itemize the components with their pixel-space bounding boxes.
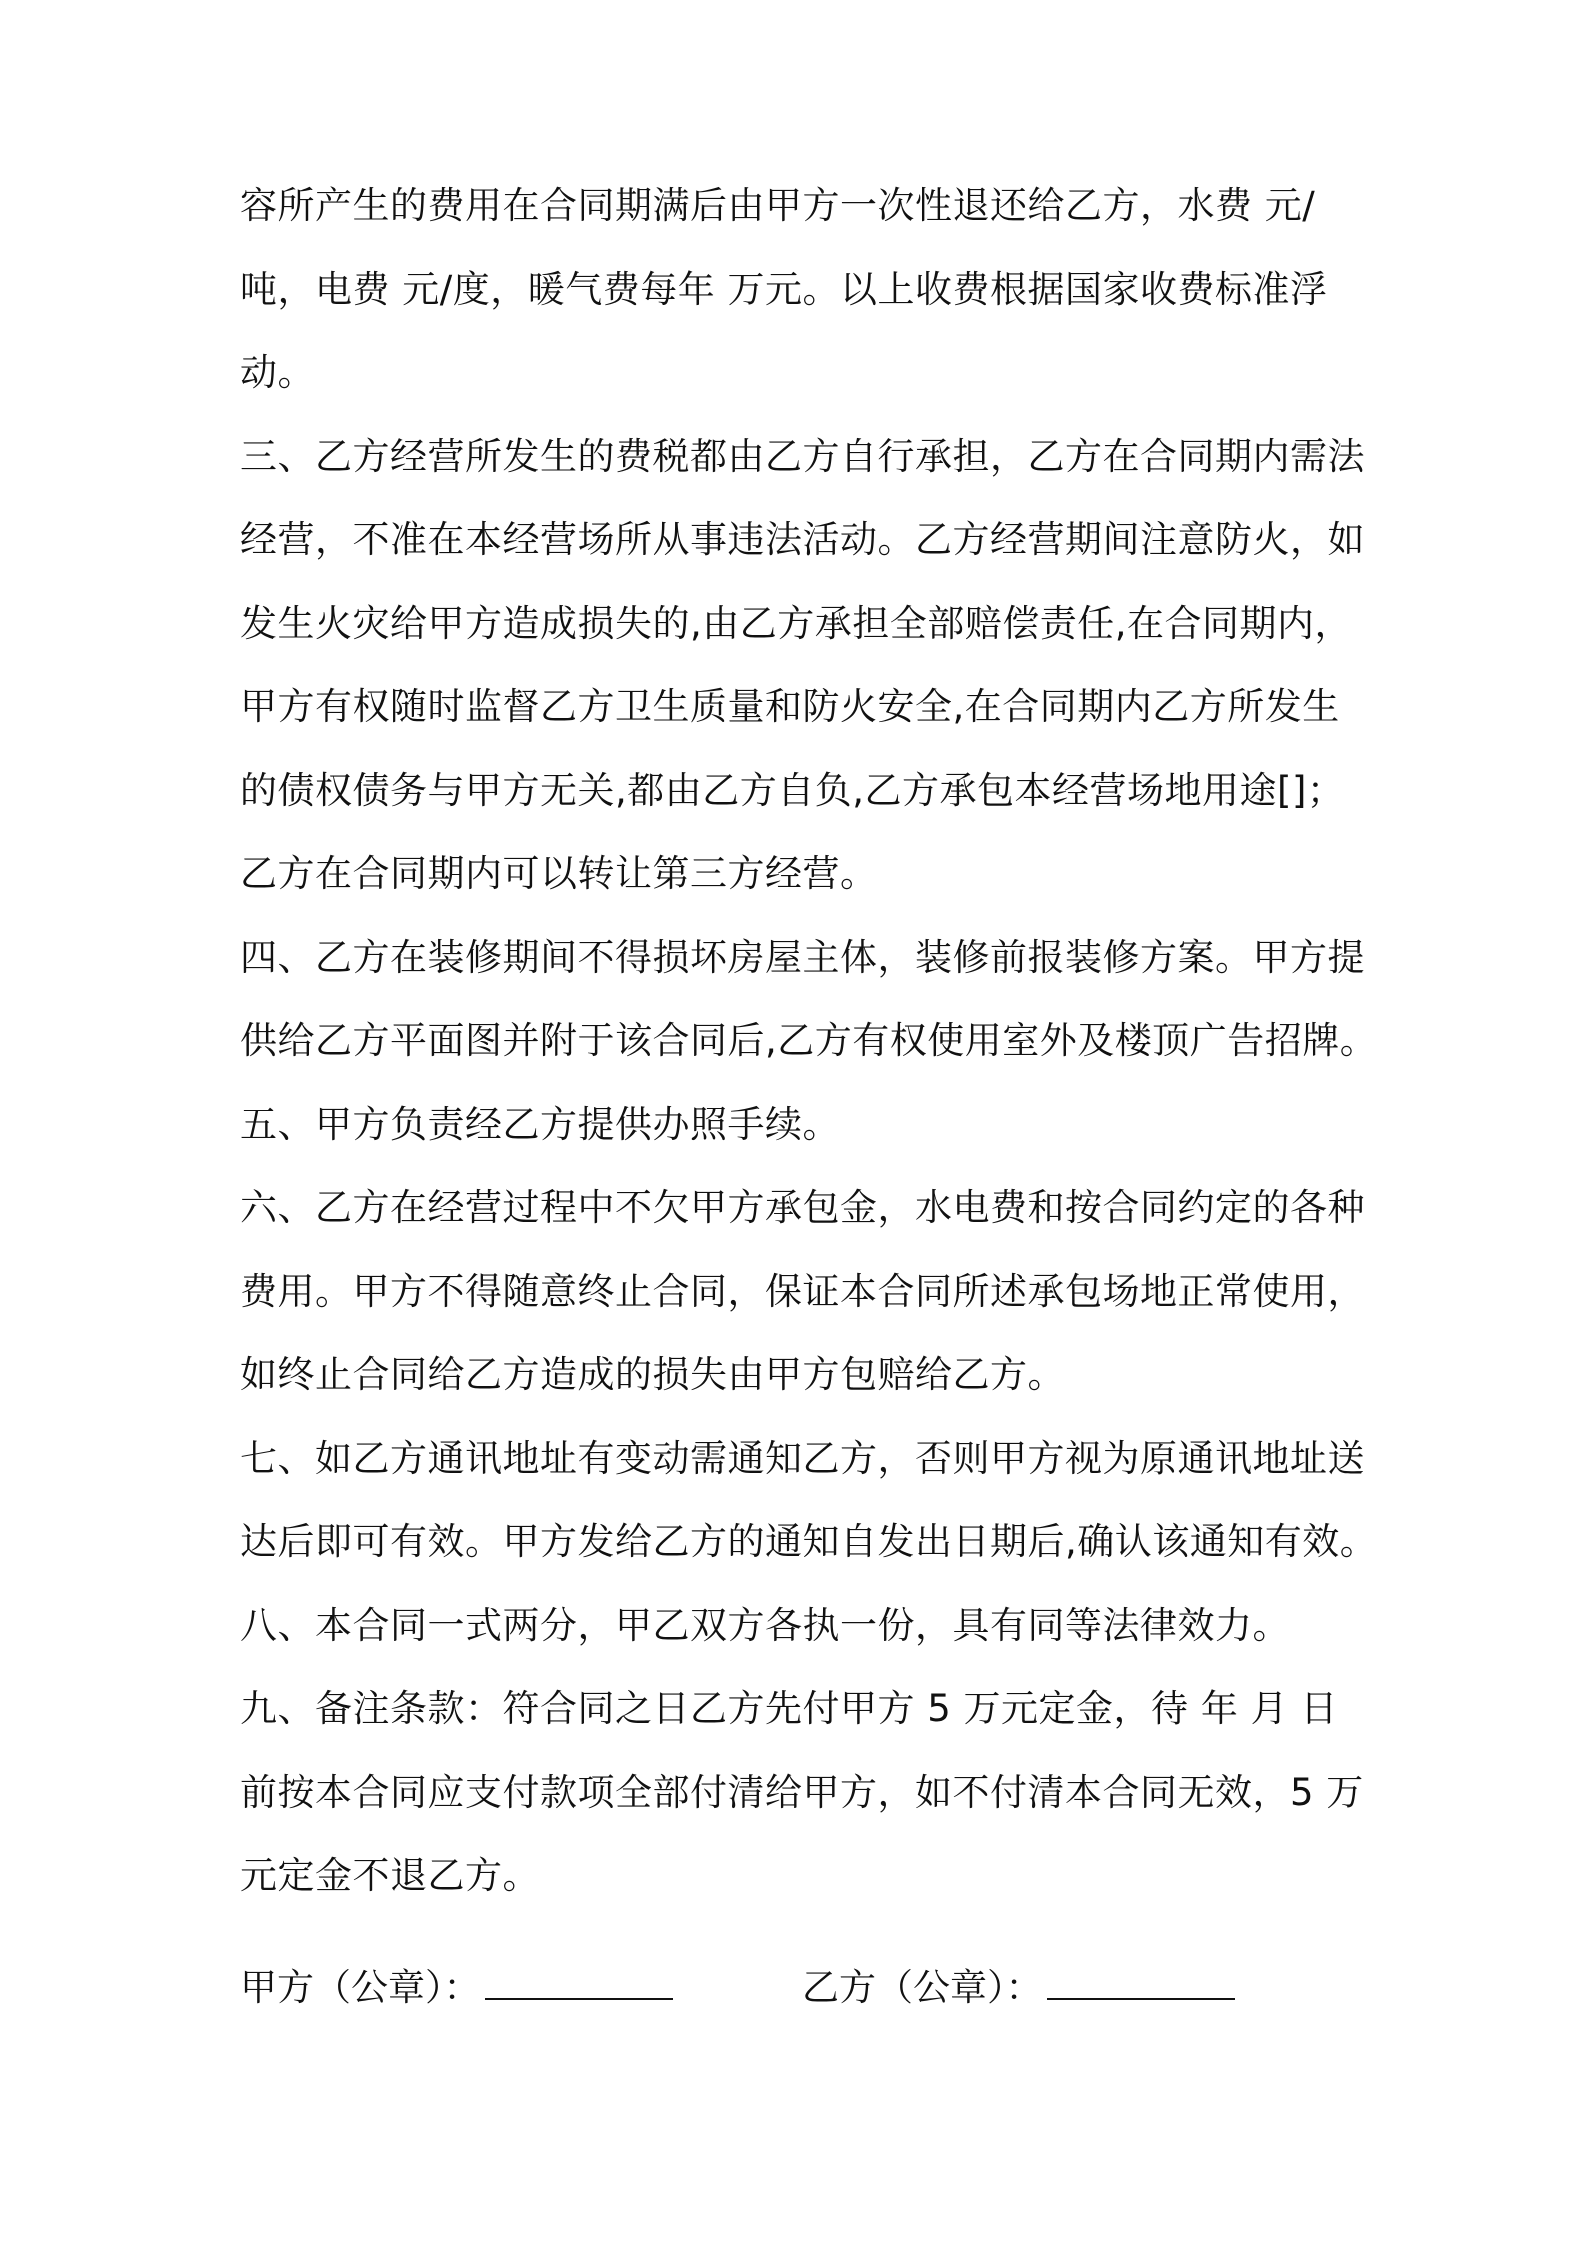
text-line: 动。: [240, 351, 315, 394]
text-line: 费用。甲方不得随意终止合同，保证本合同所述承包场地正常使用，: [240, 1269, 1365, 1313]
party-b-signature-line: [1047, 1968, 1235, 2000]
text-line: 容所产生的费用在合同期满后由甲方一次性退还给乙方，水费 元/: [240, 184, 1316, 227]
text-line: 前按本合同应支付款项全部付清给甲方，如不付清本合同无效，5 万: [240, 1770, 1364, 1814]
text-line: 乙方在合同期内可以转让第三方经营。: [240, 852, 878, 895]
text-line: 发生火灾给甲方造成损失的,由乙方承担全部赔偿责任,在合同期内，: [240, 601, 1353, 645]
text-line: 达后即可有效。甲方发给乙方的通知自发出日期后,确认该通知有效。: [240, 1520, 1378, 1563]
text-line: 吨，电费 元/度，暖气费每年 万元。以上收费根据国家收费标准浮: [240, 267, 1328, 311]
clause-8-line: 八、本合同一式两分，甲乙双方各执一份，具有同等法律效力。: [240, 1603, 1290, 1647]
text-line: 供给乙方平面图并附于该合同后,乙方有权使用室外及楼顶广告招牌。: [240, 1019, 1378, 1062]
contract-body: [240, 164, 1378, 1918]
clause-5-line: 五、甲方负责经乙方提供办照手续。: [240, 1102, 840, 1146]
party-a-label: 甲方（公章）：: [240, 1966, 481, 2009]
signature-row: [240, 1946, 1370, 2030]
clause-9-line: 九、备注条款：符合同之日乙方先付甲方 5 万元定金，待 年 月 日: [240, 1687, 1338, 1730]
clause-6-line: 六、乙方在经营过程中不欠甲方承包金，水电费和按合同约定的各种: [240, 1186, 1365, 1229]
text-line: 如终止合同给乙方造成的损失由甲方包赔给乙方。: [240, 1353, 1065, 1396]
clause-4-line: 四、乙方在装修期间不得损坏房屋主体，装修前报装修方案。甲方提: [240, 935, 1365, 979]
party-b-signature: [802, 1946, 1235, 2030]
text-line: 的债权债务与甲方无关,都由乙方自负,乙方承包本经营场地用途[]；: [240, 768, 1345, 812]
party-a-signature: [240, 1946, 673, 2030]
party-b-label: 乙方（公章）：: [802, 1966, 1043, 2009]
party-a-signature-line: [485, 1968, 673, 2000]
text-line: 元定金不退乙方。: [240, 1854, 540, 1897]
clause-3-line: 三、乙方经营所发生的费税都由乙方自行承担，乙方在合同期内需法: [240, 434, 1365, 478]
text-line: 甲方有权随时监督乙方卫生质量和防火安全,在合同期内乙方所发生: [240, 685, 1340, 728]
text-line: 经营，不准在本经营场所从事违法活动。乙方经营期间注意防火，如: [240, 518, 1365, 561]
clause-7-line: 七、如乙方通讯地址有变动需通知乙方，否则甲方视为原通讯地址送: [240, 1436, 1365, 1480]
